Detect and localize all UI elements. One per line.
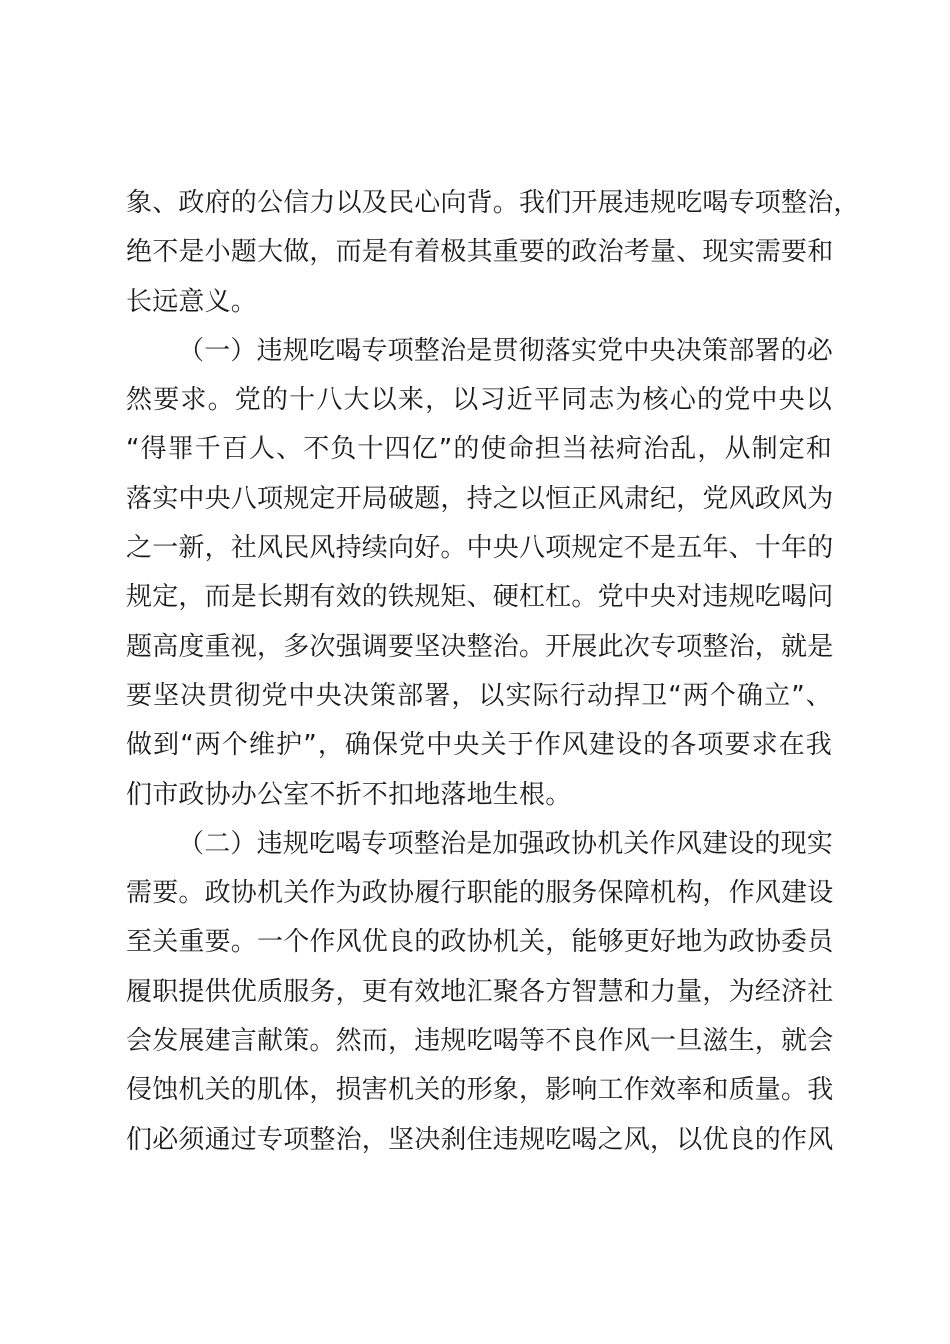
text-line: 们市政协办公室不折不扣地落地生根。	[126, 779, 572, 810]
text-line: 绝不是小题大做，而是有着极其重要的政治考量、现实需要和	[126, 237, 834, 268]
text-line: 做到“两个维护”，确保党中央关于作风建设的各项要求在我	[126, 730, 832, 761]
text-line: 规定，而是长期有效的铁规矩、硬杠杠。党中央对违规吃喝问	[126, 582, 834, 613]
text-line: 需要。政协机关作为政协履行职能的服务保障机构，作风建设	[126, 878, 834, 909]
paragraph-intro-continued	[126, 179, 860, 327]
text-line: 要坚决贯彻党中央决策部署，以实际行动捍卫“两个确立”、	[126, 680, 832, 711]
text-line: 侵蚀机关的肌体，损害机关的形象，影响工作效率和质量。我	[126, 1075, 834, 1106]
text-line: 之一新，社风民风持续向好。中央八项规定不是五年、十年的	[126, 533, 834, 564]
text-line: 长远意义。	[126, 286, 258, 317]
document-body	[126, 179, 860, 1165]
paragraph-section-1	[126, 327, 832, 820]
text-line: 象、政府的公信力以及民心向背。我们开展违规吃喝专项整治，	[126, 188, 860, 218]
text-line: 至关重要。一个作风优良的政协机关，能够更好地为政协委员	[126, 927, 834, 958]
text-line: 落实中央八项规定开局破题，持之以恒正风肃纪，党风政风为	[126, 483, 834, 514]
text-line: （二）违规吃喝专项整治是加强政协机关作风建设的现实	[178, 828, 834, 859]
text-line: 然要求。党的十八大以来，以习近平同志为核心的党中央以	[126, 385, 832, 416]
text-line: 题高度重视，多次强调要坚决整治。开展此次专项整治，就是	[126, 631, 834, 662]
text-line: 们必须通过专项整治，坚决刹住违规吃喝之风，以优良的作风	[126, 1124, 834, 1155]
text-line: 会发展建言献策。然而，违规吃喝等不良作风一旦滋生，就会	[126, 1026, 834, 1057]
text-line: 履职提供优质服务，更有效地汇聚各方智慧和力量，为经济社	[126, 976, 834, 1007]
text-line: （一）违规吃喝专项整治是贯彻落实党中央决策部署的必	[178, 335, 834, 366]
paragraph-section-2	[126, 820, 832, 1165]
text-line: “得罪千百人、不负十四亿”的使命担当祛疴治乱，从制定和	[126, 434, 832, 465]
